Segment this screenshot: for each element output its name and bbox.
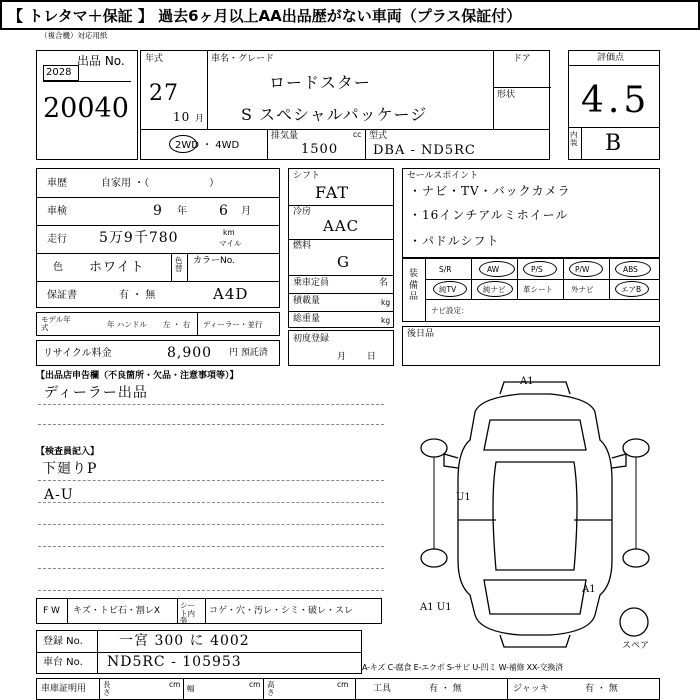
aircon-label: 冷房 <box>293 207 312 217</box>
equip-airbag-circle <box>615 281 649 297</box>
footer-width-label: 幅 <box>187 684 195 693</box>
car-name: ロードスター <box>269 73 371 92</box>
seller-notes-text: ディーラー出品 <box>44 385 148 401</box>
inspection-year-unit: 年 <box>177 206 187 217</box>
footer-jack-label: ジャッキ <box>513 684 549 694</box>
right-mirror <box>612 454 626 468</box>
dealer-options: ディーラー・並行 <box>203 320 263 329</box>
wheel-rear-right <box>623 549 649 567</box>
first-reg-unit: 月 日 <box>337 352 376 362</box>
footer-tools-options: 有 ・ 無 <box>429 684 462 694</box>
recycle-box <box>36 340 280 366</box>
lot-label: 出品 No. <box>77 54 125 68</box>
warranty-options: 有 ・ 無 <box>119 290 156 301</box>
score-label: 評価点 <box>597 53 625 63</box>
interior-label: 内装 <box>570 130 578 147</box>
header-banner-text: 【 トレタマ＋保証 】 過去6ヶ月以上AA出品歴がない車両（プラス保証付） <box>8 6 522 25</box>
car-roof <box>493 462 577 570</box>
recycle-label: リサイクル料金 <box>43 348 112 359</box>
equip-ps-circle <box>523 261 557 277</box>
equip-r1-c4: P/W <box>575 265 590 274</box>
drive-label: 2WD ・ 4WD <box>175 140 240 151</box>
drive-2wd-circle <box>169 135 197 153</box>
mark-left-side: U1 <box>456 492 471 503</box>
car-body-outline <box>458 394 612 635</box>
score-box <box>568 50 660 160</box>
load-label: 積載量 <box>293 296 321 306</box>
mark-rear-right: A1 <box>582 584 596 595</box>
equip-r1-c3: P/S <box>531 265 543 274</box>
year-label: 年式 <box>145 54 164 64</box>
footer-box <box>36 678 660 700</box>
footer-tools-label: 工具 <box>373 684 392 694</box>
mileage-label: 走行 <box>47 234 67 245</box>
fw-text: キズ・トビ石・割レX <box>73 606 160 616</box>
equip-r2-c3: 革シート <box>523 285 553 294</box>
equip-r2-c4: 外ナビ <box>571 285 594 294</box>
footer-width-cm: cm <box>249 680 261 689</box>
mark-front: A1 <box>520 376 534 387</box>
inspector-label: 【検査員記入】 <box>36 447 100 457</box>
footer-height-label: 高さ <box>267 680 275 697</box>
vehicle-main-box <box>140 50 550 160</box>
fw-sheet-label: シート内張 <box>180 601 195 625</box>
inspection-month: 6 <box>219 203 229 219</box>
sales-line-2: ・16インチアルミホイール <box>409 208 569 222</box>
fw-text2: コゲ・穴・汚レ・シミ・破レ・スレ <box>209 606 354 616</box>
sales-line-3: ・パドルシフト <box>409 234 500 248</box>
wheel-front-right <box>623 439 649 457</box>
spec-box <box>288 168 394 328</box>
equip-navi-circle <box>477 281 513 297</box>
color-no-label: カラーNo. <box>193 256 235 266</box>
load-unit: kg <box>381 298 391 307</box>
year-month: 10 <box>173 110 191 124</box>
warranty-label: 保証書 <box>47 290 77 301</box>
year-month-unit: 月 <box>195 114 205 124</box>
recycle-unit: 円 預託済 <box>229 348 268 358</box>
shift-value: FAT <box>315 183 350 202</box>
post-note-box <box>402 326 660 366</box>
sub-note: （複合機）対応用紙 <box>40 31 108 40</box>
mark-rear-left: A1 U1 <box>420 602 452 613</box>
registration-label: 登録 No. <box>43 636 83 647</box>
registration-value: 一宮 300 に 4002 <box>119 633 250 649</box>
sales-box <box>402 168 660 258</box>
footer-length-label: 長さ <box>103 680 111 697</box>
equip-pw-circle <box>569 261 603 277</box>
inspector-line-1: 下廻りP <box>42 461 98 477</box>
handle-options: 左 ・ 右 <box>163 320 191 329</box>
fuel-value: G <box>337 253 350 271</box>
footer-length-cm: cm <box>169 680 181 689</box>
displacement-value: 1500 <box>301 142 339 157</box>
mileage-unit-km: km <box>223 228 235 237</box>
front-bumper <box>500 382 570 394</box>
color-value: ホワイト <box>89 260 145 275</box>
shift-label: シフト <box>293 171 321 181</box>
history-options: 自家用 ・（ ） <box>101 178 220 189</box>
shape-label: 形状 <box>497 90 516 100</box>
lot-box <box>36 50 138 160</box>
seller-notes-label: 【出品店申告欄（不良箇所・欠品・注意事項等）】 <box>36 371 239 381</box>
chassis-label: 車台 No. <box>43 657 83 668</box>
aircon-value: AAC <box>323 217 360 235</box>
wheel-front-left <box>421 439 447 457</box>
car-grade: S スペシャルパッケージ <box>241 105 428 124</box>
color-label: 色 <box>53 262 63 273</box>
equipment-label: 装備品 <box>409 269 419 303</box>
handle-label: 年 ハンドル <box>107 320 147 329</box>
equip-aw-circle <box>479 261 515 277</box>
lot-small-no: 2028 <box>46 67 72 78</box>
equipment-box <box>402 258 660 322</box>
year-era: 27 <box>149 81 179 106</box>
name-label: 車名・グレード <box>211 54 275 64</box>
equip-r1-c1: S/R <box>439 265 452 274</box>
inspection-year: 9 <box>153 203 163 219</box>
inspection-label: 車検 <box>47 206 67 217</box>
details-box <box>36 168 280 308</box>
footer-cert-label: 車庫証明用 <box>41 684 87 694</box>
equip-abs-circle <box>615 261 651 277</box>
fw-box <box>36 598 382 624</box>
inspection-month-unit: 月 <box>241 206 251 217</box>
car-trunk <box>484 580 586 614</box>
interior-value: B <box>605 131 623 156</box>
car-damage-diagram <box>400 370 670 660</box>
model-year-label: モデル年式 <box>41 315 71 332</box>
model-value: DBA - ND5RC <box>373 143 476 158</box>
score-value: 4.5 <box>581 80 651 121</box>
displacement-label: 排気量 <box>271 131 299 141</box>
displacement-unit: cc <box>353 130 362 139</box>
sales-label: セールスポイント <box>407 171 479 181</box>
mileage-value: 5万9千780 <box>99 230 179 246</box>
left-mirror <box>444 454 458 468</box>
navi-setting-label: ナビ設定： <box>431 306 469 315</box>
door-label: ドア <box>513 54 531 64</box>
warranty-value: A4D <box>213 285 249 303</box>
footer-jack-options: 有 ・ 無 <box>585 684 618 694</box>
lot-number: 20040 <box>43 93 129 124</box>
damage-legend: A-キズ C-腐食 E-エクボ S-サビ U-凹ミ W-補修 XX-交換済 <box>362 663 563 672</box>
history-label: 車歴 <box>47 178 67 189</box>
chassis-value: ND5RC - 105953 <box>107 654 242 670</box>
equip-r1-c2: AW <box>487 265 500 274</box>
spare-tire <box>620 608 648 636</box>
spare-label: スペア <box>622 641 650 651</box>
equip-tv-circle <box>433 281 467 297</box>
car-hood <box>484 420 586 450</box>
registration-box <box>36 630 362 674</box>
fw-label: F W <box>43 606 60 616</box>
header-banner <box>0 0 700 30</box>
capacity-label: 乗車定員 <box>293 278 330 288</box>
post-note-label: 後日品 <box>407 329 435 339</box>
footer-height-cm: cm <box>337 680 349 689</box>
inspector-line-2: A-U <box>44 487 74 503</box>
equip-r1-c5: ABS <box>623 265 638 274</box>
equip-r2-c5: エアB <box>621 285 642 294</box>
weight-unit: kg <box>381 316 391 325</box>
fuel-label: 燃料 <box>293 241 312 251</box>
equip-r2-c1: 純TV <box>439 285 457 294</box>
capacity-unit: 名 <box>379 278 389 288</box>
wheel-rear-left <box>421 549 447 567</box>
mileage-unit-mile: マイル <box>219 239 242 248</box>
model-label: 型式 <box>369 131 388 141</box>
color-change-label: 色替 <box>175 256 183 273</box>
first-reg-label: 初度登録 <box>293 334 330 344</box>
weight-label: 総重量 <box>293 314 321 324</box>
sales-line-1: ・ナビ・TV・バックカメラ <box>409 184 571 198</box>
rear-bumper <box>500 635 570 647</box>
recycle-value: 8,900 <box>167 345 213 361</box>
model-year-box <box>36 312 280 336</box>
equip-r2-c2: 純ナビ <box>483 285 506 294</box>
first-reg-box <box>288 330 394 366</box>
